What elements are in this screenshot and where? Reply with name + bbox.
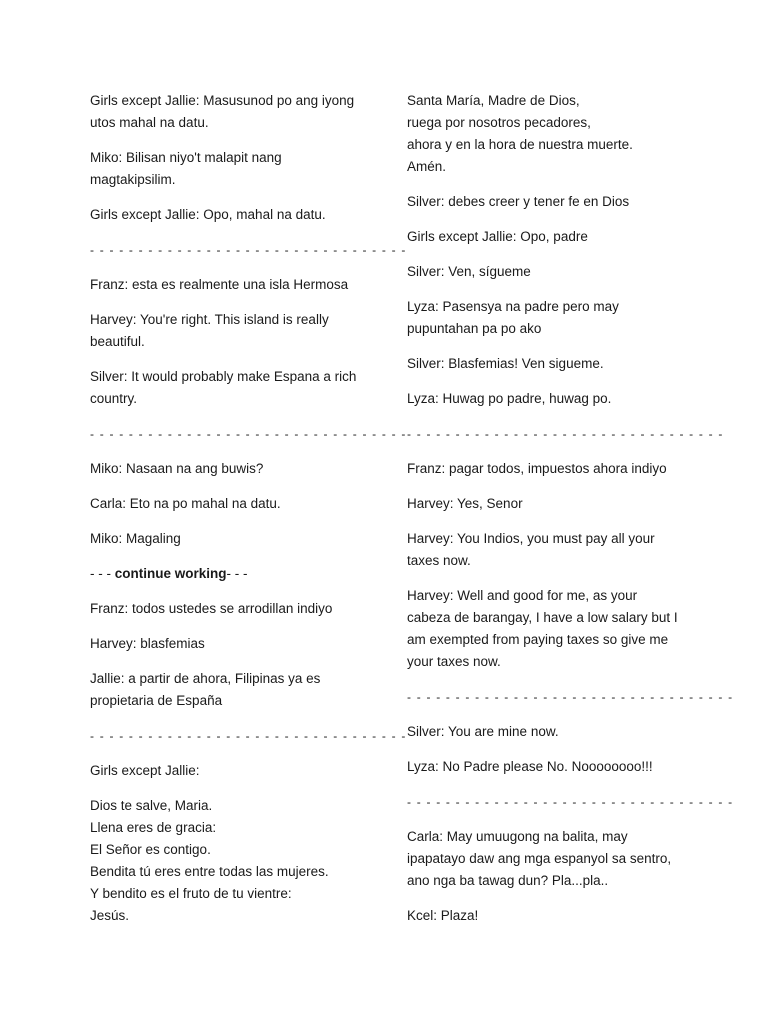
dialogue-line: Lyza: Huwag po padre, huwag po. xyxy=(407,391,612,406)
section-divider: - - - - - - - - - - - - - - - - - - - - - - - - - - - - - - - - - xyxy=(90,427,407,441)
dialogue-line: Harvey: blasfemias xyxy=(90,636,205,651)
dialogue-line: Lyza: Pasensya na padre pero may pupuntahan pa po ako xyxy=(407,299,619,336)
section-divider: - - - - - - - - - - - - - - - - - - - - - - - - - - - - - - - - - - xyxy=(407,795,734,809)
stage-direction-suffix: - - - xyxy=(226,566,248,581)
stage-direction xyxy=(90,563,362,585)
dialogue-line: Miko: Magaling xyxy=(90,531,181,546)
dialogue-line: Silver: Ven, sígueme xyxy=(407,264,531,279)
dialogue-line: Lyza: No Padre please No. Noooooooo!!! xyxy=(407,759,653,774)
right-column xyxy=(407,90,734,940)
dialogue-line: Franz: esta es realmente una isla Hermosa xyxy=(90,277,349,292)
dialogue-line: Kcel: Plaza! xyxy=(407,908,479,923)
dialogue-line: Harvey: You Indios, you must pay all your taxes now. xyxy=(407,531,655,568)
dialogue-line: Franz: pagar todos, impuestos ahora indiyo xyxy=(407,461,667,476)
dialogue-line: Silver: debes creer y tener fe en Dios xyxy=(407,194,630,209)
dialogue-line: Harvey: Yes, Senor xyxy=(407,496,523,511)
left-column xyxy=(90,90,407,940)
dialogue-line: Dios te salve, Maria. Llena eres de gracia: El Señor es contigo. Bendita tú eres entre todas las mujeres. Y bendito es el fruto de tu vientre: Jesús. xyxy=(90,798,329,923)
dialogue-line: Harvey: You're right. This island is really beautiful. xyxy=(90,312,329,349)
dialogue-line: Jallie: a partir de ahora, Filipinas ya es propietaria de España xyxy=(90,671,321,708)
dialogue-line: Silver: Blasfemias! Ven sigueme. xyxy=(407,356,604,371)
dialogue-line: Franz: todos ustedes se arrodillan indiyo xyxy=(90,601,333,616)
dialogue-line: Miko: Nasaan na ang buwis? xyxy=(90,461,264,476)
dialogue-line: Girls except Jallie: Opo, padre xyxy=(407,229,588,244)
dialogue-line: Silver: You are mine now. xyxy=(407,724,559,739)
dialogue-line: Silver: It would probably make Espana a rich country. xyxy=(90,369,357,406)
section-divider: - - - - - - - - - - - - - - - - - - - - - - - - - - - - - - - - - xyxy=(90,729,407,743)
stage-direction-prefix: - - - xyxy=(90,566,115,581)
dialogue-line: Harvey: Well and good for me, as your cabeza de barangay, I have a low salary but I am exempted from paying taxes so give me your taxes now. xyxy=(407,588,678,669)
dialogue-line: Carla: Eto na po mahal na datu. xyxy=(90,496,281,511)
section-divider: - - - - - - - - - - - - - - - - - - - - - - - - - - - - - - - - - xyxy=(90,243,407,257)
section-divider: - - - - - - - - - - - - - - - - - - - - - - - - - - - - - - - - - - xyxy=(407,690,734,704)
stage-direction-text: continue working xyxy=(114,566,227,581)
section-divider: - - - - - - - - - - - - - - - - - - - - - - - - - - - - - - - - - xyxy=(407,427,724,441)
dialogue-line: Santa María, Madre de Dios, ruega por nosotros pecadores, ahora y en la hora de nuestra muerte. Amén. xyxy=(407,93,633,174)
dialogue-line: Girls except Jallie: Opo, mahal na datu. xyxy=(90,207,326,222)
dialogue-line: Girls except Jallie: xyxy=(90,763,200,778)
dialogue-line: Carla: May umuugong na balita, may ipapatayo daw ang mga espanyol sa sentro, ano nga ba tawag dun? Pla...pla.. xyxy=(407,829,672,888)
dialogue-line: Girls except Jallie: Masusunod po ang iyong utos mahal na datu. xyxy=(90,93,355,130)
dialogue-line: Miko: Bilisan niyo't malapit nang magtakipsilim. xyxy=(90,150,282,187)
